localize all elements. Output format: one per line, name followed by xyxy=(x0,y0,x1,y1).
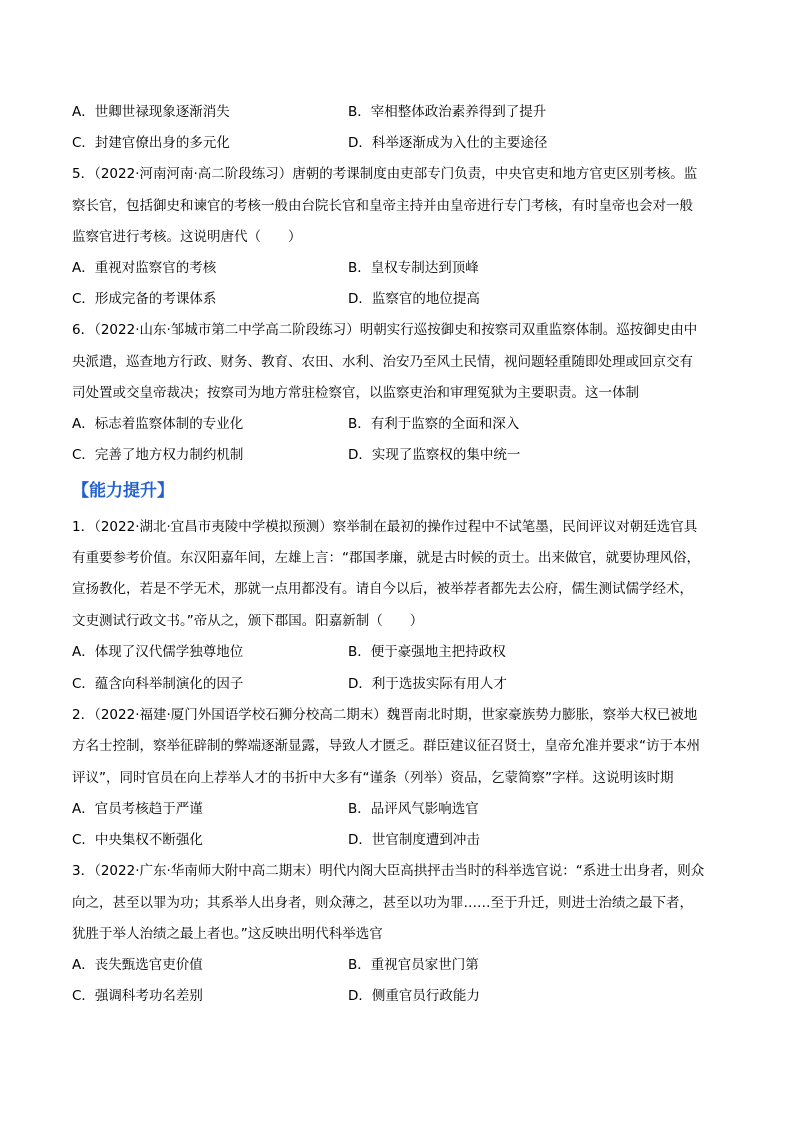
s2-option-row-1 xyxy=(72,799,732,819)
s3-stem-line-2: 向之，甚至以罪为功；其系举人出身者，则众薄之，甚至以功为罪……至于升迁，则进士治绩之最下者， xyxy=(72,895,693,911)
s3-stem-line-3: 犹胜于举人治绩之最上者也。”这反映出明代科举选官 xyxy=(72,926,383,942)
option-a: A．重视对监察官的考核 xyxy=(72,260,217,276)
q6-stem-line-2: 央派遣，巡查地方行政、财务、教育、农田、水利、治安乃至风土民情，视问题轻重随即处理或回京交有 xyxy=(72,354,693,370)
option-b: B．品评风气影响选官 xyxy=(348,801,479,817)
option-b: B．重视官员家世门第 xyxy=(348,957,479,973)
option-c: C．蕴含向科举制演化的因子 xyxy=(72,676,244,692)
s2-stem-line-3: 评议”，同时官员在向上荐举人才的书折中大多有“谨条（列举）资品，乞蒙简察”字样。这说明该时期 xyxy=(72,770,674,786)
option-c: C．强调科考功名差别 xyxy=(72,988,203,1004)
s1-stem-line-4: 文吏测试行政文书。”帝从之，颁下郡国。阳嘉新制（ ） xyxy=(72,613,424,629)
s1-option-row-2 xyxy=(72,674,732,694)
option-b: B．皇权专制达到顶峰 xyxy=(348,260,479,276)
q5-option-row-2 xyxy=(72,289,732,309)
option-d: D．侧重官员行政能力 xyxy=(348,988,480,1004)
option-d: D．世官制度遭到冲击 xyxy=(348,832,480,848)
s2-stem-line-1: 2．（2022·福建·厦门外国语学校石狮分校高二期末）魏晋南北时期，世家豪族势力膨胀，察举大权已被地 xyxy=(72,707,698,723)
s1-option-row-1 xyxy=(72,642,732,662)
q6-stem-line-3: 司处置或交皇帝裁决；按察司为地方常驻检察官，以监察吏治和审理冤狱为主要职责。这一体制 xyxy=(72,385,639,401)
s3-stem-line-1: 3．（2022·广东·华南师大附中高二期末）明代内阁大臣高拱抨击当时的科举选官说：“系进士出身者，则众 xyxy=(72,863,705,879)
q5-stem-line-2: 察长官，包括御史和谏官的考核一般由台院长官和皇帝主持并由皇帝进行专门考核，有时皇帝也会对一般 xyxy=(72,198,693,214)
option-d: D．监察官的地位提高 xyxy=(348,291,480,307)
option-c: C．中央集权不断强化 xyxy=(72,832,203,848)
option-b: B．宰相整体政治素养得到了提升 xyxy=(348,104,547,120)
q6-option-row-1 xyxy=(72,414,732,434)
section-title: 【能力提升】 xyxy=(72,481,174,501)
q5-option-row-1 xyxy=(72,258,732,278)
option-c: C．完善了地方权力制约机制 xyxy=(72,447,244,463)
option-c: C．形成完备的考课体系 xyxy=(72,291,217,307)
option-d: D．实现了监察权的集中统一 xyxy=(348,447,521,463)
option-a: A．官员考核趋于严谨 xyxy=(72,801,203,817)
s2-stem-line-2: 方名士控制，察举征辟制的弊端逐渐显露，导致人才匮乏。群臣建议征召贤士，皇帝允准并要求“访于本州 xyxy=(72,738,700,754)
s1-stem-line-1: 1．（2022·湖北·宜昌市夷陵中学模拟预测）察举制在最初的操作过程中不试笔墨，民间评议对朝廷选官具 xyxy=(72,519,698,535)
s2-option-row-2 xyxy=(72,830,732,850)
q5-stem-line-3: 监察官进行考核。这说明唐代（ ） xyxy=(72,229,302,245)
option-c: C．封建官僚出身的多元化 xyxy=(72,135,230,151)
s3-option-row-1 xyxy=(72,955,732,975)
s3-option-row-2 xyxy=(72,986,732,1006)
option-d: D．利于选拔实际有用人才 xyxy=(348,676,507,692)
q6-stem-line-1: 6．（2022·山东·邹城市第二中学高二阶段练习）明朝实行巡按御史和按察司双重监察体制。巡按御史由中 xyxy=(72,322,698,338)
s1-stem-line-3: 宣扬教化，若是不学无术，那就一点用都没有。请自今以后，被举荐者都先去公府，儒生测试儒学经术， xyxy=(72,581,693,597)
prev-question-option-row-1 xyxy=(72,102,732,122)
q6-option-row-2 xyxy=(72,445,732,465)
q5-stem-line-1: 5．（2022·河南河南·高二阶段练习）唐朝的考课制度由吏部专门负责，中央官吏和地方官吏区别考核。监 xyxy=(72,166,698,182)
option-b: B．便于豪强地主把持政权 xyxy=(348,644,506,660)
s1-stem-line-2: 有重要参考价值。东汉阳嘉年间，左雄上言：“郡国孝廉，就是古时候的贡士。出来做官，就要协理风俗， xyxy=(72,550,700,566)
prev-question-option-row-2 xyxy=(72,133,732,153)
option-a: A．体现了汉代儒学独尊地位 xyxy=(72,644,244,660)
option-a: A．标志着监察体制的专业化 xyxy=(72,416,244,432)
option-d: D．科举逐渐成为入仕的主要途径 xyxy=(348,135,548,151)
option-a: A．丧失甄选官吏价值 xyxy=(72,957,203,973)
option-a: A．世卿世禄现象逐渐消失 xyxy=(72,104,230,120)
option-b: B．有利于监察的全面和深入 xyxy=(348,416,520,432)
